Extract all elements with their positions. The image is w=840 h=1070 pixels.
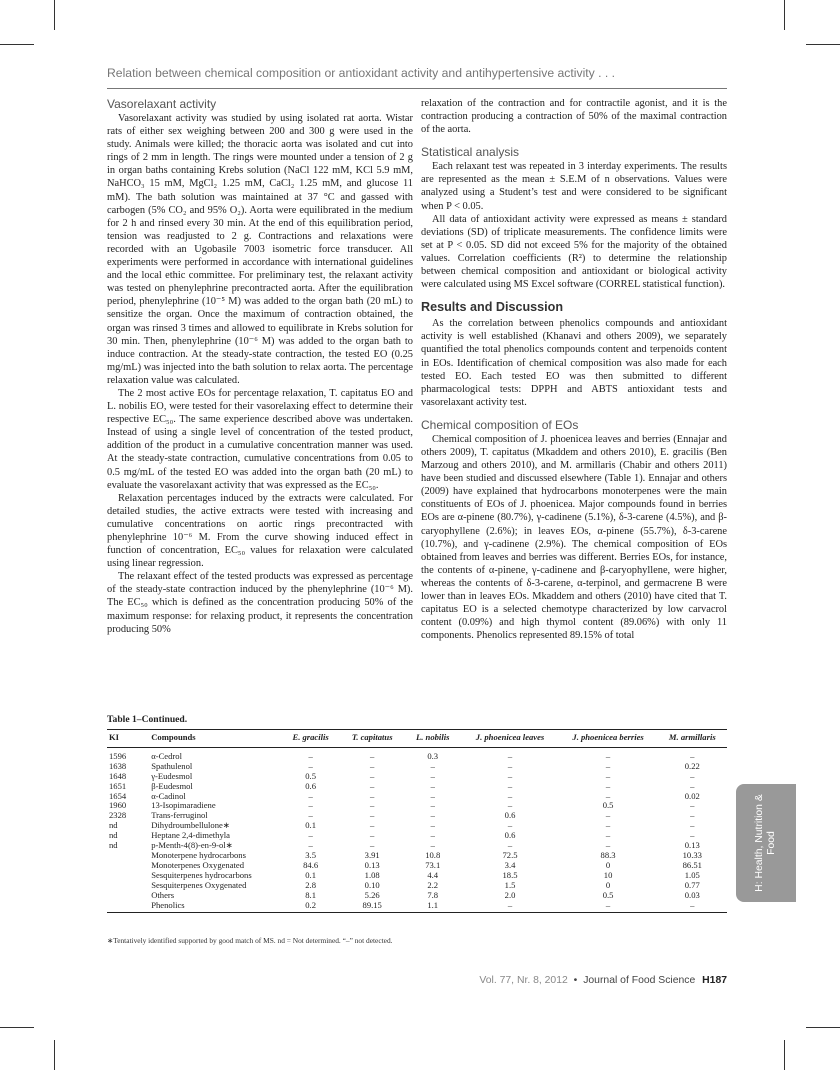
paragraph: Chemical composition of J. phoenicea leaves and berries (Ennajar and others 2009), T. capitatus (Mkaddem and others 2010), E. gracilis (Ben Marzoug and others 2010), and M. armillaris (Chabir and others 2011) have been studied and discussed elsewhere (Table 1). Ennajar and others (2009) have explained that hydrocarbons monoterpenes were the main constituents of EOs of J. phoenicea. Major compounds found in berries EOs are α-pinene (80.7%), γ-cadinene (5.1%), δ-3-carene (4.5%), and β-caryophyllene (2.6%); in leaves EOs, α-pinene (55.7%), δ-3-carene (10.7%), and γ-cadinene (2.9%). The chemical composition of EOs obtained from leaves and berries was different. Berries EOs, for instance, the contents of α-pinene, γ-cadinene and β-caryophyllene, were higher, whereas the contents of δ-3-carene, α-terpinol, and germacrene B were lower than in leaves EOs. Mkaddem and others (2010) have cited that T. capitatus EO is a selected chemotype characterized by low carvacrol content (0.09%) and high thymol content (89.06%) with only 11 components. Phenolics represented 89.15% of total: [421, 433, 727, 642]
table-cell: [107, 891, 149, 901]
table-cell: [107, 861, 149, 871]
table-cell: 18.5: [502, 869, 518, 880]
table-cell: 86.51: [682, 859, 702, 870]
table-cell: 0.5: [602, 889, 614, 900]
right-column: [421, 97, 727, 642]
table-cell: –: [308, 760, 313, 771]
table-row: [107, 782, 727, 792]
table-cell: –: [507, 790, 513, 801]
table-header-cell: J. phoenicea berries: [559, 730, 658, 748]
table-cell: –: [430, 820, 435, 831]
table-cell: –: [370, 810, 375, 821]
table-cell: Dihydroumbellulone∗: [151, 820, 231, 831]
table-cell: Sesquiterpenes hydrocarbons: [151, 869, 252, 880]
table-cell: –: [430, 780, 435, 791]
table-cell: 1596: [109, 750, 127, 761]
table-header-row: [107, 730, 727, 748]
table-cell: [107, 851, 149, 861]
footer-journal: Journal of Food Science: [583, 975, 696, 986]
left-column: [107, 97, 413, 636]
table-cell: –: [605, 830, 611, 841]
crop-mark: [0, 1027, 34, 1028]
table-cell: 0.13: [364, 859, 380, 870]
table-cell: –: [690, 800, 695, 811]
table-cell: –: [605, 760, 611, 771]
table-cell: γ-Eudesmol: [151, 770, 193, 781]
table-cell: –: [430, 790, 435, 801]
table-cell: 0.1: [305, 869, 316, 880]
table-cell: [107, 881, 149, 891]
table-cell: –: [559, 901, 658, 913]
table-cell: 0: [605, 879, 611, 890]
footer-separator: •: [573, 975, 578, 986]
table-cell: Monoterpene hydrocarbons: [151, 849, 246, 860]
table-cell: –: [461, 901, 558, 913]
table-cell: nd: [109, 840, 118, 851]
crop-mark: [54, 0, 55, 30]
table-cell: Spathulenol: [151, 760, 193, 771]
table-cell: α-Cedrol: [151, 750, 182, 761]
table-cell: 2.0: [504, 889, 516, 900]
table-cell: –: [308, 790, 313, 801]
table-cell: –: [370, 750, 375, 761]
table-cell: –: [430, 830, 435, 841]
crop-mark: [784, 0, 785, 30]
table-cell: 84.6: [303, 859, 319, 870]
header-rule: [107, 88, 727, 89]
section-side-tab-label: H: Health, Nutrition & Food: [754, 794, 777, 892]
table-row: [107, 891, 727, 901]
table-header-cell: M. armillaris: [658, 730, 727, 748]
table-cell: [107, 871, 149, 881]
table-cell: –: [308, 810, 313, 821]
table-cell: 1638: [109, 760, 127, 771]
table-cell: α-Cadinol: [151, 790, 186, 801]
table-cell: –: [690, 770, 695, 781]
table-cell: 1651: [109, 780, 127, 791]
paragraph: Vasorelaxant activity was studied by using isolated rat aorta. Wistar rats of either sex weighing between 200 and 300 g were used in the study. Animals were killed; the thoracic aorta was isolated and cut into rings of 2 mm in length. The rings were mounted under a tension of 2 g in organ baths containing Krebs solution (NaCl 122 mM, KCl 5.9 mM, NaHCO₃ 15 mM, MgCl₂ 1.25 mM, CaCl₂ 1.25 mM, and glucose 11 mM). The bath solution was maintained at 37 °C and gassed with carbogen (5% CO₂ and 95% O₂). Aorta were equilibrated in the medium for 2 h and rinsed every 30 min. At the end of this equilibration period, tension was readjusted to 2 g. Contractions and relaxations were recorded with an Ugobasile 7003 isometric force transducer. All experiments were performed in accordance with international guidelines and the local ethic committee. For preliminary test, the relaxant activity was tested on phenylephrine precontracted aorta. After the equilibration period, phenylephrine (10⁻⁵ M) was added to the organ bath (20 mL) to sensitize the organ. Once the maximum of contraction obtained, the organ was rinsed 3 times and allowed to equilibrate in Krebs solution for 30 min. Then, phenylephrine (10⁻⁶ M) was added to the organ bath to induce contraction. At the steady-state contraction, the tested EO (0.25 mg/mL) was injected into the bath solution to relax aorta. The percentage relaxation value was calculated.: [107, 113, 413, 386]
table-cell: –: [430, 770, 435, 781]
table-cell: 89.15: [340, 901, 404, 913]
table-cell: 0.77: [684, 879, 700, 890]
table-cell: 1648: [109, 770, 127, 781]
table-cell: –: [370, 840, 375, 851]
table-cell: Sesquiterpenes Oxygenated: [151, 879, 247, 890]
table-cell: 88.3: [600, 849, 616, 860]
table-body: [107, 747, 727, 913]
table-cell: 1.1: [404, 901, 461, 913]
table-cell: –: [658, 901, 727, 913]
composition-table: [107, 729, 727, 913]
table-cell: –: [308, 750, 313, 761]
table-cell: –: [370, 780, 375, 791]
table-cell: 1.05: [684, 869, 700, 880]
table-header-cell: J. phoenicea leaves: [461, 730, 558, 748]
paragraph-continuation: relaxation of the contraction and for contractile agonist, and it is the contraction producing a contraction of 50% of the maximal contraction of the aorta.: [421, 98, 727, 136]
footer-volume: Vol. 77, Nr. 8, 2012: [479, 975, 568, 986]
paragraph: The relaxant effect of the tested products was expressed as percentage of the steady-state contraction induced by the phenylephrine (10⁻⁶ M). The EC₅₀ which is defined as the concentration producing 50% of the maximum response: for relaxing product, it represents the concentration producing 50%: [107, 571, 413, 635]
table-cell: 3.5: [305, 849, 316, 860]
table-cell: 0.02: [684, 790, 700, 801]
section-heading-vasorelaxant: Vasorelaxant activity: [107, 97, 217, 111]
table-cell: –: [370, 770, 375, 781]
table-cell: 3.91: [364, 849, 380, 860]
table-cell: 2328: [109, 810, 127, 821]
table-cell: –: [605, 790, 611, 801]
crop-mark: [54, 1040, 55, 1070]
table-header-cell: KI: [107, 730, 149, 748]
table-row: [107, 901, 727, 913]
table-cell: 72.5: [502, 849, 518, 860]
table-cell: –: [507, 770, 513, 781]
table-cell: 0.6: [504, 830, 516, 841]
table-cell: –: [308, 830, 313, 841]
table-header-cell: T. capitatus: [340, 730, 404, 748]
crop-mark: [784, 1040, 785, 1070]
table-cell: –: [370, 790, 375, 801]
table-cell: 10.33: [682, 849, 702, 860]
section-heading-chemical: Chemical composition of EOs: [421, 417, 579, 432]
table-cell: 0.6: [504, 810, 516, 821]
table-cell: Phenolics: [149, 901, 281, 913]
paragraph: The 2 most active EOs for percentage relaxation, T. capitatus EO and L. nobilis EO, were tested for their vasorelaxing effect to determine their respective EC₅₀. The same experience described above was undertaken. Instead of using a single level of concentration of the tested product, addition of the product in a cumulative concentration manner was used. At the steady-state contraction, cumulative concentrations from 0.05 to 0.5 mg/mL of the tested EO was added into the organ bath (20 mL) to evaluate the vasorelaxant activity that was expressed as the EC₅₀.: [107, 387, 413, 491]
table-header-cell: Compounds: [149, 730, 281, 748]
table-cell: –: [430, 810, 435, 821]
running-head: Relation between chemical composition or antioxidant activity and antihypertensive activity . . .: [107, 66, 616, 80]
table-cell: 0: [605, 859, 611, 870]
table-cell: 0.10: [364, 879, 380, 890]
table-cell: 0.3: [427, 750, 439, 761]
table-cell: 0.6: [305, 780, 316, 791]
table-cell: –: [605, 820, 611, 831]
table-cell: 0.5: [602, 800, 614, 811]
table-cell: 5.26: [364, 889, 380, 900]
paragraph: Relaxation percentages induced by the extracts were calculated. For detailed studies, the active extracts were tested with increasing and cumulative concentrations on aortic rings precontracted with phenylephrine 10⁻⁶ M. From the curve showing induced effect in function of concentration, EC₅₀ values for relaxation were calculated using linear regression.: [107, 492, 413, 570]
table-cell: –: [605, 810, 611, 821]
table-cell: –: [430, 800, 435, 811]
table-cell: 0.03: [684, 889, 700, 900]
table-cell: 2.2: [427, 879, 439, 890]
table-cell: –: [690, 830, 695, 841]
table-cell: 1654: [109, 790, 127, 801]
table-cell: 2.8: [305, 879, 316, 890]
table-cell: –: [308, 800, 313, 811]
table-caption: Table 1–Continued.: [107, 714, 188, 725]
table-cell: 3.4: [504, 859, 516, 870]
table-cell: –: [370, 800, 375, 811]
crop-mark: [806, 1027, 840, 1028]
table-cell: 10: [603, 869, 613, 880]
table-cell: β-Eudesmol: [151, 780, 193, 791]
section-side-tab: [736, 784, 796, 902]
page-number: H187: [702, 975, 727, 986]
table-cell: 0.22: [684, 760, 700, 771]
table-cell: 1.08: [364, 869, 380, 880]
table-cell: –: [430, 840, 435, 851]
table-cell: –: [605, 770, 611, 781]
table-cell: nd: [109, 830, 118, 841]
table-header-cell: L. nobilis: [404, 730, 461, 748]
table-cell: –: [507, 800, 513, 811]
table-cell: –: [507, 780, 513, 791]
table-cell: Others: [151, 889, 175, 900]
table-footnote: ∗Tentatively identified supported by good match of MS. nd = Not determined. “–” not detected.: [107, 936, 393, 945]
table-cell: 0.13: [684, 840, 700, 851]
table-cell: –: [605, 750, 611, 761]
table-cell: 10.8: [425, 849, 441, 860]
table-cell: Trans-ferruginol: [151, 810, 208, 821]
table-cell: –: [690, 780, 695, 791]
table-row: [107, 762, 727, 772]
table-cell: 1.5: [504, 879, 516, 890]
table-cell: –: [690, 820, 695, 831]
table-cell: Heptane 2,4-dimethyla: [151, 830, 230, 841]
paragraph: All data of antioxidant activity were expressed as means ± standard deviations (SD) of triplicate measurements. The confidence limits were set at P < 0.05. SD did not exceed 5% for the majority of the obtained values. Correlation coefficients (R²) to determine the relationship between chemical composition and antioxidant or biological activity were calculated using MS Excel software (CORREL statistical function).: [421, 213, 727, 291]
table-cell: 0.1: [305, 820, 316, 831]
paragraph: As the correlation between phenolics compounds and antioxidant activity is well established (Khanavi and others 2009), we separately quantified the total phenolics compounds content and terpenoids content in EOs. Identification of chemical composition was also made for each tested EO. Each tested EO was then submitted to different pharmacological tests: DPPH and ABTS antioxidant tests and vasorelaxant activity test.: [421, 318, 727, 408]
table-cell: 4.4: [427, 869, 439, 880]
table-cell: –: [370, 820, 375, 831]
table-cell: 0.5: [305, 770, 316, 781]
table-cell: 8.1: [305, 889, 316, 900]
page-footer: [479, 975, 727, 986]
table-cell: –: [430, 760, 435, 771]
table-cell: 7.8: [427, 889, 439, 900]
paragraph: Each relaxant test was repeated in 3 interday experiments. The results are represented as the mean ± S.E.M of n observations. Values were analyzed using a Student’s test and were considered to be significant when P < 0.05.: [421, 161, 727, 212]
crop-mark: [0, 44, 34, 45]
table-header-cell: E. gracilis: [281, 730, 341, 748]
table-cell: –: [507, 820, 513, 831]
table-cell: 13-Isopimaradiene: [151, 800, 216, 811]
section-heading-statistical: Statistical analysis: [421, 145, 520, 160]
section-heading-results: Results and Discussion: [421, 300, 564, 315]
table-cell: 0.2: [281, 901, 341, 913]
table-cell: –: [690, 750, 695, 761]
table-cell: –: [507, 750, 513, 761]
table-row: [107, 881, 727, 891]
table-cell: –: [370, 760, 375, 771]
table-cell: –: [690, 810, 695, 821]
table-cell: p-Menth-4(8)-en-9-ol∗: [151, 840, 233, 851]
crop-mark: [806, 44, 840, 45]
table-cell: –: [605, 840, 611, 851]
table-cell: Monoterpenes Oxygenated: [151, 859, 245, 870]
table-row: [107, 747, 727, 761]
table-cell: –: [507, 760, 513, 771]
table-cell: 1960: [109, 800, 127, 811]
table-cell: 73.1: [425, 859, 441, 870]
table-cell: nd: [109, 820, 118, 831]
table-cell: –: [370, 830, 375, 841]
table-cell: [107, 901, 149, 913]
table-cell: –: [605, 780, 611, 791]
table-cell: –: [308, 840, 313, 851]
table-cell: –: [507, 840, 513, 851]
table-row: [107, 772, 727, 782]
